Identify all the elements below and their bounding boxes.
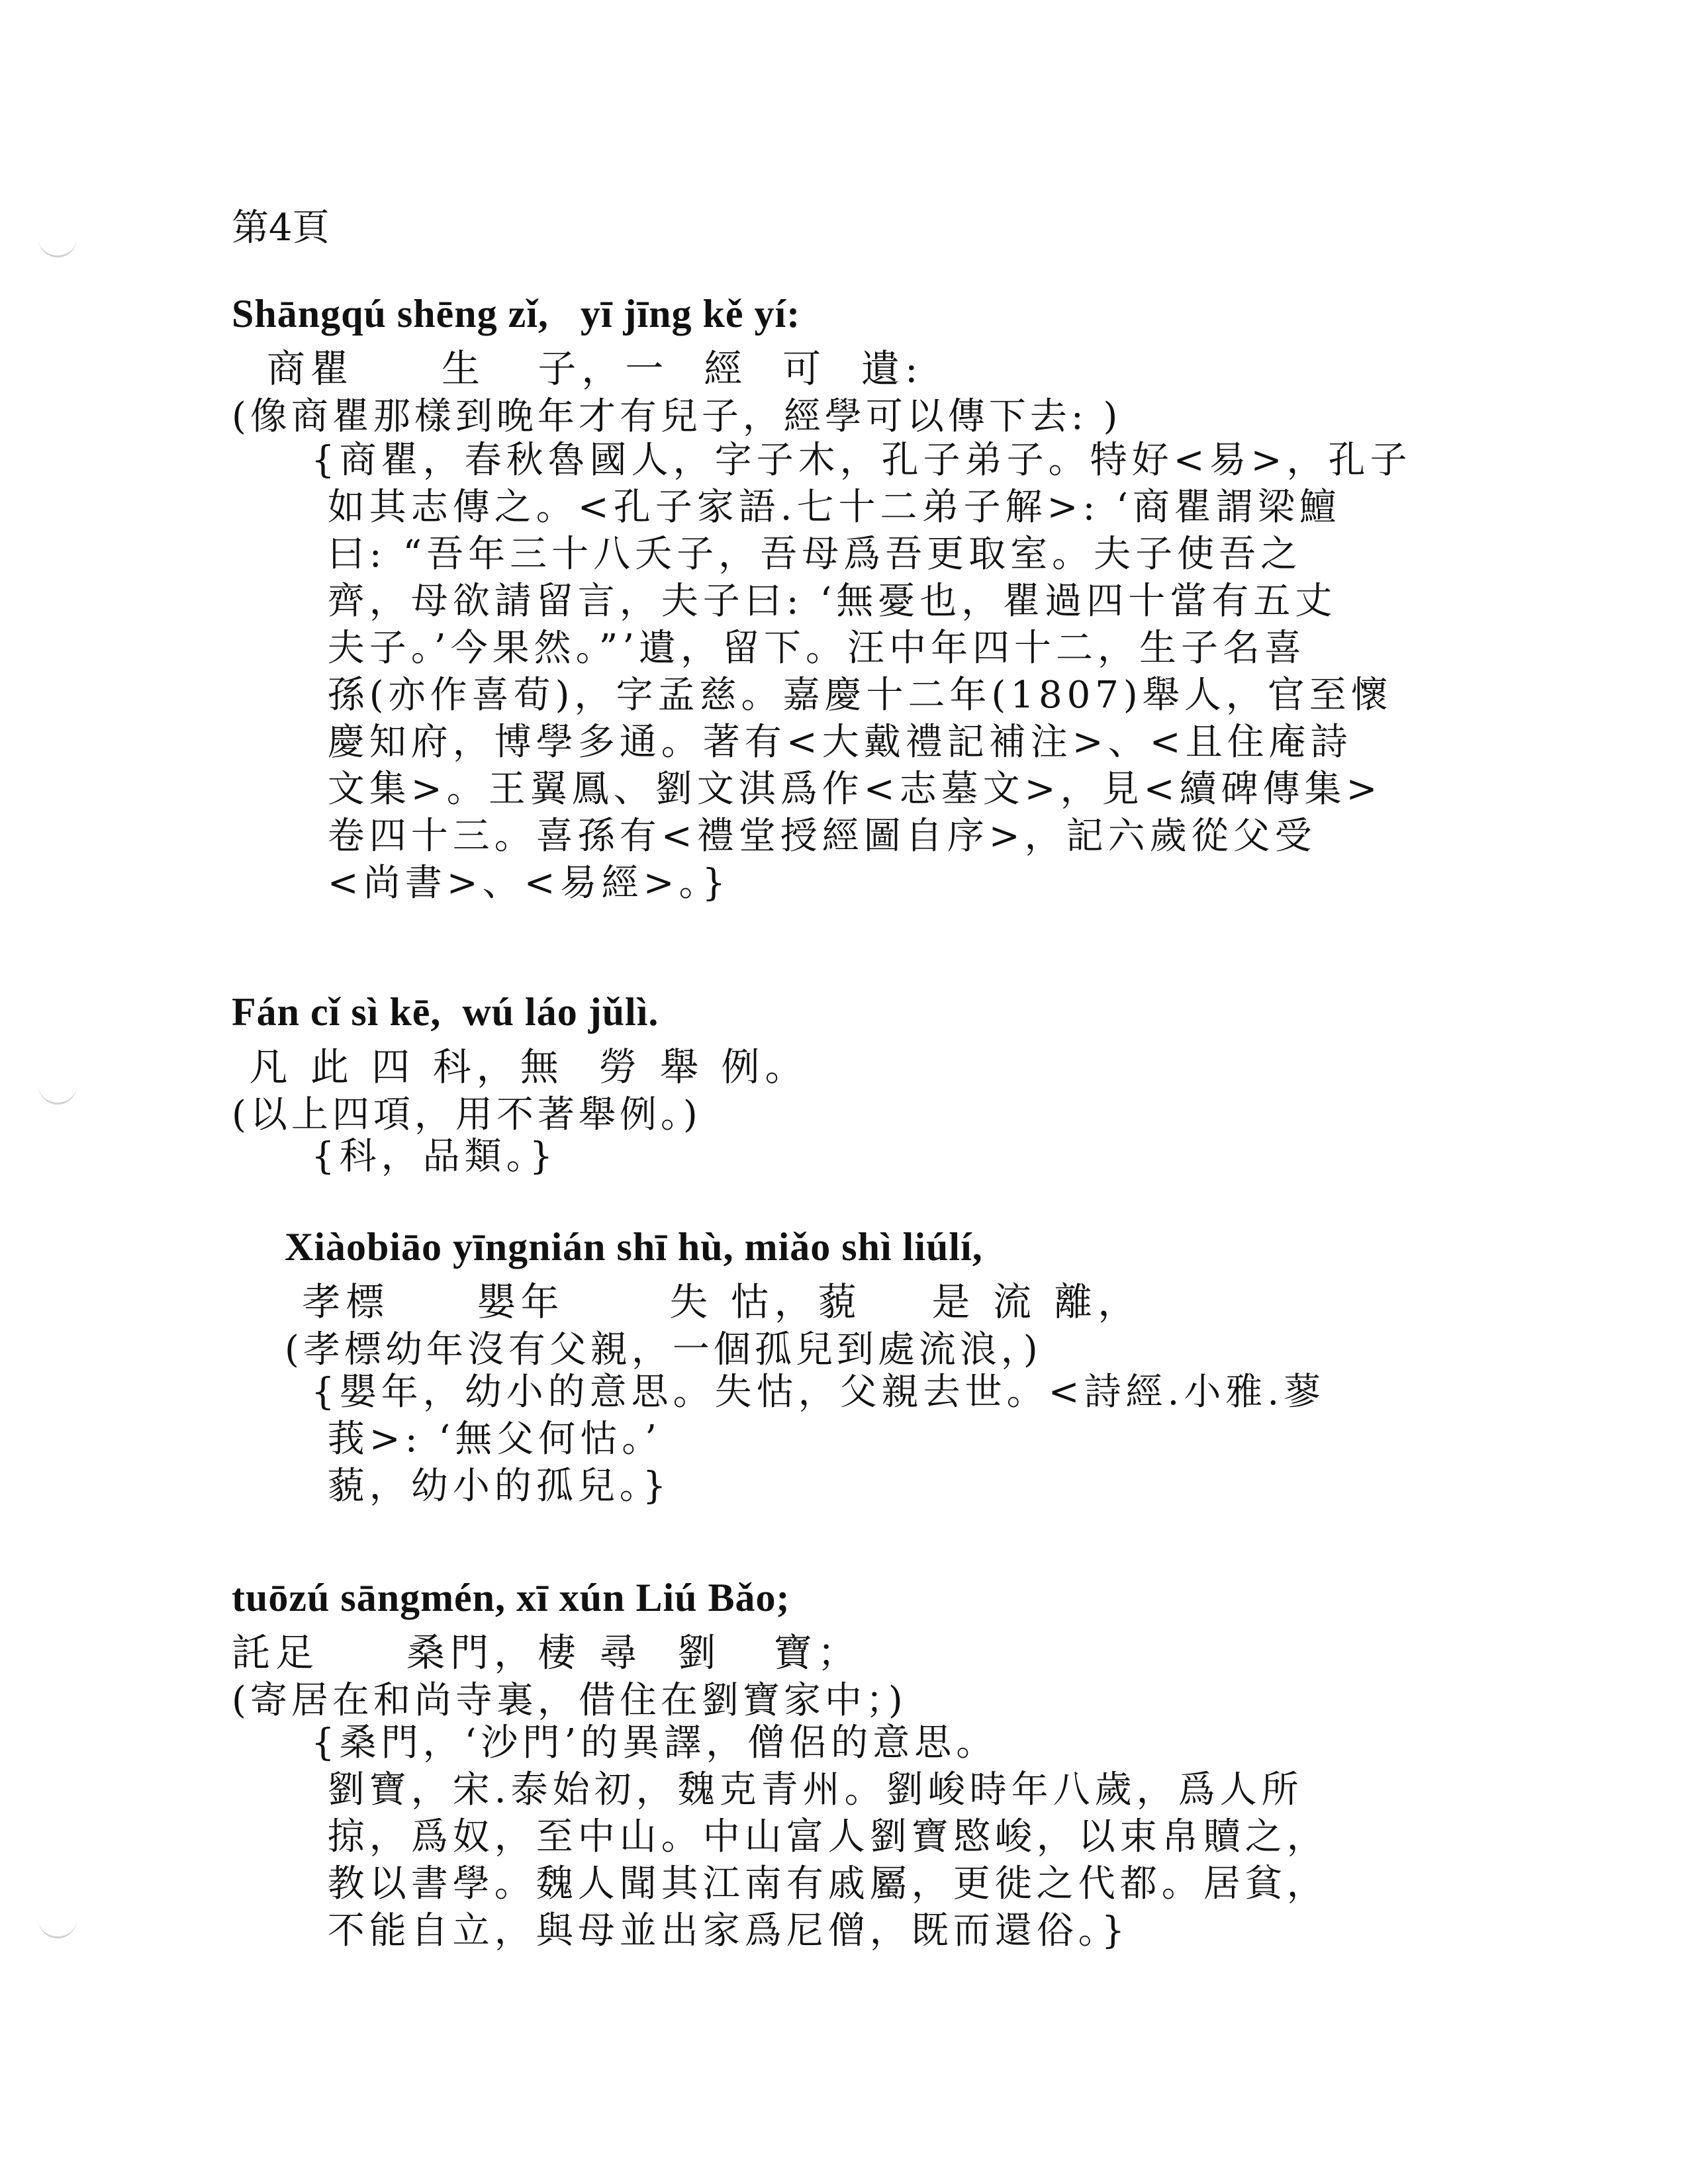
annotation-line: {嬰年，幼小的意思。失怙，父親去世。<詩經.小雅.蓼: [311, 1371, 1326, 1414]
annotation-line: 不能自立，與母並出家爲尼僧，既而還俗。}: [311, 1909, 1130, 1952]
annotation-block: [311, 1719, 1329, 1954]
punch-hole-mark: [38, 1919, 77, 1938]
annotation-line: 掠，爲奴，至中山。中山富人劉寶愍峻，以束帛贖之，: [311, 1815, 1329, 1858]
pinyin-line: tuōzú sāngmén, xī xún Liú Bǎo;: [232, 1576, 790, 1619]
translation-line: (孝標幼年沒有父親，一個孤兒到處流浪，): [285, 1328, 1042, 1371]
chinese-verse: 商瞿 生 子，一 經 可 遺:: [232, 346, 923, 391]
annotation-block: [311, 437, 1411, 907]
annotation-line: 慶知府，博學多通。著有<大戴禮記補注>、<且住庵詩: [311, 721, 1352, 764]
page-number: 第4頁: [232, 206, 330, 250]
pinyin-line: Xiàobiāo yīngnián shī hù, miǎo shì liúlí,: [285, 1225, 983, 1269]
annotation-line: 夫子。’今果然。”’遺，留下。汪中年四十二，生子名喜: [311, 627, 1307, 670]
annotation-line: 孫(亦作喜荀)，字孟慈。嘉慶十二年(1807)舉人，官至懷: [311, 674, 1393, 717]
pinyin-line: Shāngqú shēng zǐ, yī jīng kě yí:: [232, 292, 801, 336]
pinyin-line: Fán cǐ sì kē, wú láo jǔlì.: [232, 990, 659, 1034]
annotation-line: 教以書學。魏人聞其江南有戚屬，更徙之代都。居貧，: [311, 1862, 1329, 1905]
translation-line: (以上四項，用不著舉例。): [232, 1093, 702, 1136]
annotation-block: [311, 1369, 1325, 1510]
annotation-line: 藐，幼小的孤兒。}: [311, 1465, 671, 1508]
annotation-line: 齊，母欲請留言，夫子曰: ‘無憂也，瞿過四十當有五丈: [311, 580, 1337, 623]
annotation-line: {桑門，‘沙門’的異譯，僧侶的意思。: [311, 1721, 998, 1764]
translation-line: (像商瞿那樣到晚年才有兒子，經學可以傳下去: ): [232, 395, 1122, 438]
annotation-line: 卷四十三。喜孫有<禮堂授經圖自序>，記六歲從父受: [311, 815, 1317, 858]
annotation-line: {科，品類。}: [311, 1135, 558, 1178]
annotation-line: 曰: “吾年三十八夭子，吾母爲吾更取室。夫子使吾之: [311, 533, 1303, 576]
translation-line: (寄居在和尚寺裏，借住在劉寶家中；): [232, 1679, 907, 1722]
punch-hole-mark: [38, 238, 77, 257]
annotation-block: [311, 1133, 557, 1180]
annotation-line: 如其志傳之。<孔子家語.七十二弟子解>: ‘商瞿謂梁鱣: [311, 486, 1341, 529]
annotation-line: 莪>: ‘無父何怙。’: [311, 1418, 661, 1461]
annotation-line: 文集>。王翼鳳、劉文淇爲作<志墓文>，見<續碑傳集>: [311, 768, 1382, 811]
annotation-line: 劉寶，宋.泰始初，魏克青州。劉峻時年八歲，爲人所: [311, 1768, 1303, 1811]
punch-hole-mark: [38, 1085, 77, 1105]
chinese-verse: 凡 此 四 科，無 勞 舉 例。: [232, 1044, 809, 1089]
chinese-verse: 孝標 嬰年 失 怙，藐 是 流 離，: [285, 1279, 1142, 1324]
annotation-line: <尚書>、<易經>。}: [311, 862, 731, 905]
chinese-verse: 託足 桑門，棲 尋 劉 寶；: [232, 1630, 861, 1675]
annotation-line: {商瞿，春秋魯國人，字子木，孔子弟子。特好<易>，孔子: [311, 439, 1412, 482]
